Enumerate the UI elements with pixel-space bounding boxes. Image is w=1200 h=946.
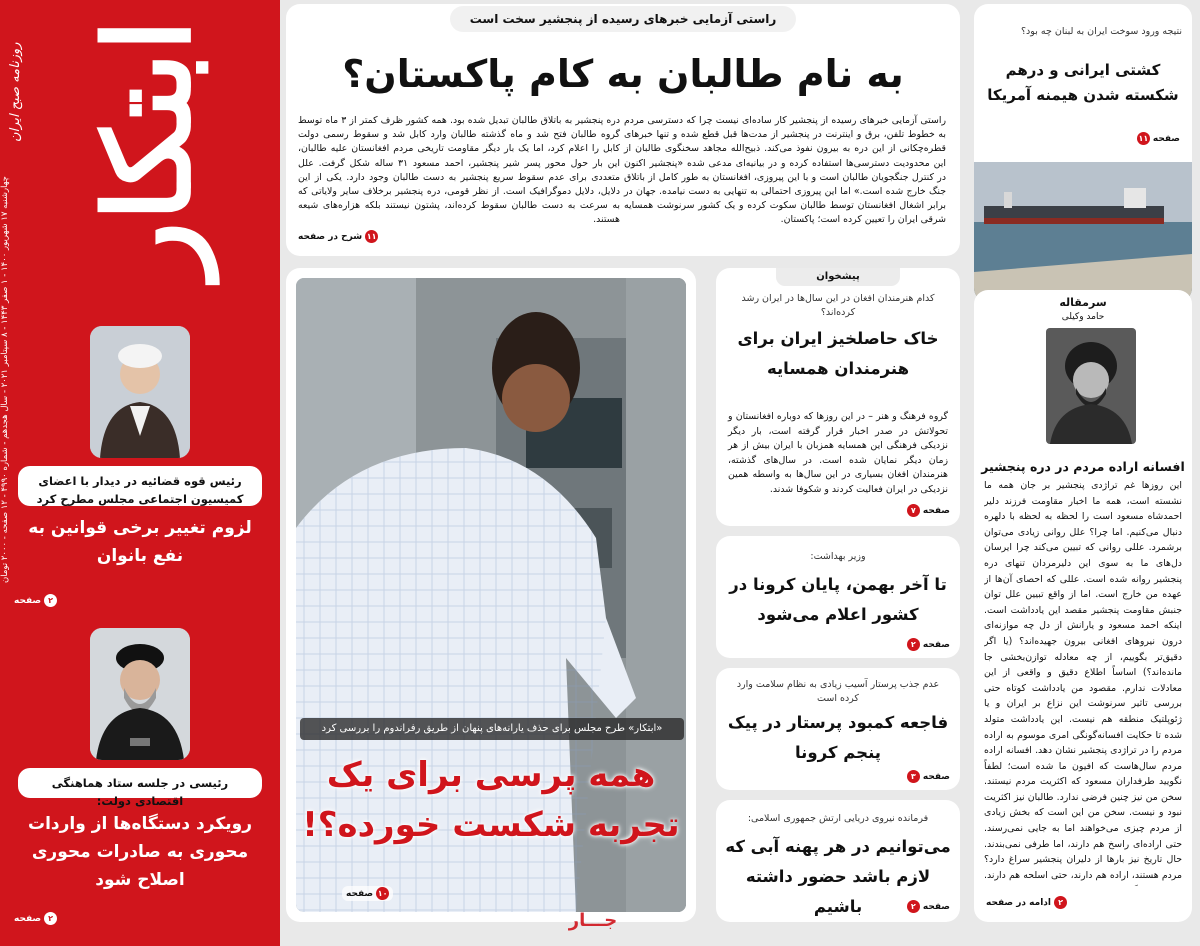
editorial-headline[interactable]: افسانه اراده مردم در دره پنجشیر <box>981 459 1185 474</box>
box-headline[interactable]: فاجعه کمبود پرستار در پیک پنجم کرونا <box>727 713 949 762</box>
portrait-icon <box>90 326 190 458</box>
masthead-column <box>0 0 280 946</box>
lead-kicker: راستی آزمایی خبرهای رسیده از پنجشیر سخت است <box>450 6 796 32</box>
page-number: ۱۰ <box>377 889 388 898</box>
judiciary-caption: رئیس قوه قضائیه در دیدار با اعضای کمیسیون اجتماعی مجلس مطرح کرد <box>18 466 262 506</box>
hero-page-ref[interactable]: ۱۰ صفحه <box>342 886 393 901</box>
box-page-ref[interactable]: صفحه ۲ <box>907 638 950 651</box>
lead-column-left: دره پنجشیر به باتلاق طالبان تبدیل شده بود. همه کشور ظرف کمتر از ۳ ماه توسط گروه طالبان فتح شد و ماه گذشته طالبان وارد کابل شد و سقوط رسمی دولت کابل را اعلام کرد، اما یک بار دیگر مقاومت تاریخی مردم افغانستان علیه طالبان، این بار حول محور پسر شیر پنجشیر، احمد مسعود ۳۱ ساله شکل گرفت. علل متعددی برای عدم سقوط سریع پنجشیر به دست طالبان وجود دارد. یکی از این دلایل، دلایل دموگرافیک است. از نظر قومی، دره پنجشیر برخلاف سایر ولایاتی که به سرعت به دست طالبان سقوط کرده‌اند، پشتون نیستند بلکه هزاره‌های شیعه هستند. <box>298 115 620 226</box>
news-box-nurses <box>716 668 960 790</box>
judiciary-chief-photo <box>90 326 190 458</box>
lead-story <box>286 4 960 256</box>
cargo-ship-icon <box>974 162 1192 302</box>
hero-headline[interactable]: همه پرسی برای یک تجربه شکست خورده؟! <box>302 755 680 845</box>
judiciary-page-ref[interactable]: ۲ صفحه <box>14 594 57 607</box>
dateline: چهارشنبه ۱۷ شهریور ۱۴۰۰ - ۱ صفر ۱۴۴۳ - ۸ سپتامبر ۲۰۲۱ - سال هجدهم - شماره ۴۹۹۰ - ۱۲ صفحه - ۲۰۰۰ تومان <box>0 176 10 584</box>
portrait-icon <box>1046 328 1136 444</box>
portrait-icon <box>90 628 190 760</box>
news-box-afghan-artists <box>716 268 960 526</box>
site-watermark: جـــار <box>568 910 618 931</box>
editorial-label: سرمقاله <box>1059 296 1107 309</box>
box-page-ref[interactable]: صفحه ۷ <box>907 504 950 517</box>
logo-wordmark: ابتکار <box>78 19 217 279</box>
page-number: ۱۱ <box>1138 134 1149 143</box>
ship-headline[interactable]: کشتی ایرانی و درهم شکسته شدن هیمنه آمریکا <box>987 61 1179 104</box>
ship-kicker: نتیجه ورود سوخت ایران به لبنان چه بود؟ <box>1021 26 1182 37</box>
raisi-headline[interactable]: رویکرد دستگاه‌ها از واردات محوری به صادرات محوری اصلاح شود <box>28 814 252 890</box>
raisi-page-ref[interactable]: ۲ صفحه <box>14 912 57 925</box>
page-number: ۷ <box>907 504 920 517</box>
judiciary-headline[interactable]: لزوم تغییر برخی قوانین به نفع بانوان <box>28 518 252 566</box>
ship-story <box>974 4 1192 162</box>
news-box-corona <box>716 536 960 658</box>
box-body: گروه فرهنگ و هنر – در این روزها که دوباره افغانستان و تحولاتش در صدر اخبار قرار گرفته است، بار دیگر نزدیکی فرهنگی این همسایه همزبان با ایران بیش از هر زمان دیگر نمایان شده است. در سال‌های گذشته، هنرمندان افغان بسیاری در این سال‌ها به واسطه همین نزدیکی در ایران فعالیت کردند و شکوفا شدند. <box>728 411 948 495</box>
lead-headline[interactable]: به نام طالبان به کام پاکستان؟ <box>342 52 904 96</box>
box-label: پیشخوان <box>776 268 900 286</box>
box-headline[interactable]: تا آخر بهمن، پایان کرونا در کشور اعلام می‌شود <box>729 575 947 624</box>
raisi-photo <box>90 628 190 760</box>
logo-subtitle: روزنامه صبح ایران <box>8 42 23 142</box>
box-kicker: فرمانده نیروی دریایی ارتش جمهوری اسلامی: <box>747 813 929 824</box>
editorial-continue-link[interactable]: ۲ ادامه در صفحه <box>986 896 1067 909</box>
box-kicker: کدام هنرمندان افغان در این سال‌ها در ایران رشد کرده‌اند؟ <box>741 293 935 318</box>
editorial-section <box>974 290 1192 922</box>
box-headline[interactable]: خاک حاصلخیز ایران برای هنرمندان همسایه <box>737 329 939 378</box>
box-kicker: عدم جذب پرستار آسیب زیادی به نظام سلامت وارد کرده است <box>736 679 940 704</box>
lead-continue-link[interactable]: ۱۱ شرح در صفحه <box>298 231 377 242</box>
page-number: ۲ <box>44 594 57 607</box>
box-page-ref[interactable]: صفحه ۳ <box>907 770 950 783</box>
raisi-caption: رئیسی در جلسه ستاد هماهنگی اقتصادی دولت: <box>18 768 262 798</box>
page-number: ۲ <box>1054 896 1067 909</box>
hero-kicker: «ابتکار» طرح مجلس برای حذف یارانه‌های پنهان از طریق رفراندوم را بررسی کرد <box>300 718 684 740</box>
ship-photo <box>974 162 1192 302</box>
box-page-ref[interactable]: صفحه ۲ <box>907 900 950 913</box>
newspaper-logo <box>6 14 274 279</box>
page-number: ۲ <box>44 912 57 925</box>
ship-page-ref[interactable]: صفحه ۱۱ <box>1138 133 1180 144</box>
page-number: ۳ <box>907 770 920 783</box>
page-number: ۱۱ <box>366 232 377 241</box>
author-photo <box>1046 328 1136 444</box>
lead-column-right: راستی آزمایی خبرهای رسیده از پنجشیر کار ساده‌ای نیست چرا که دسترسی مردم به خطوط تلفن، برق و اینترنت در پنجشیر از مدت‌ها قبل قطع شده و تنها خبرهای قطره‌چکانی از این دره به بیرون نفوذ می‌کند. ذبیح‌الله مجاهد سخنگوی طالبان از این محدودیت دسترسی‌ها استفاده کرده و در بیانیه‌ای مدعی شده «پنجشیر اکنون در کنترل جنگجویان طالبان است و با این پیروزی، افغانستان به طور کامل از باتلاق جنگ خارج شده است.» اما این پیروزی احتمالی به تنهایی به دست نیامده. جهان در برابر اشغال افغانستان توسط طالبان سکوت کرده و یک کشور سرنوشت همسایه شرقی ایران را تعیین کرده است؛ پاکستان. <box>624 115 946 226</box>
editorial-author: حامد وکیلی <box>1061 312 1105 322</box>
box-headline[interactable]: می‌توانیم در هر پهنه آبی که لازم باشد حضور داشته باشیم <box>725 837 951 916</box>
editorial-body: این روزها غم تراژدی پنجشیر بر جان همه ما نشسته است، همه ما اخبار مقاومت فرزند دلیر احمدشاه مسعود است را لحظه به لحظه با دلهره دنبال می‌کنیم. اما چرا؟ علل روانی زیادی می‌توان برشمرد. عللی روانی که تبیین می‌کند چرا ایرسان دل‌های ما به سوی این دلیرمردان تنهای دره پنجشیر روانه شده است. عللی که احصای آن‌ها از عهده من خارج است. اما از واقع تبیین علل توان جنبش مقاومت پنجشیر مقصد این یادداشت است. اینکه احمد مسعود و یارانش از دل چه موازنه‌ای درون نیروهای افغانی بیرون جهیده‌اند؟ (یا اگر دقیق‌تر بگوییم، از چه معادله توازن‌بخشی جا مانده‌اند؟) اساساً اطلاع دقیق و واقعی از این معادلات ندارم. مقصود من یادداشت کوتاه حتی بررسی تاثیر سرنوشت این نزاع بر ایران و یا ژئوپلتیک منطقه هم نیست. این یادداشت متولد شده تا حکایت افسانه‌گونگی امری موسوم به اراده مردم را در تراژدی پنجشیر نشان دهد. افسانه اراده مردم سال‌هاست که افیون ما شده است؛ لطفاً نگویید طرفداران مسعود که اکثریت مردم نیستند. سخن من نیز چنین فرضی ندارد. طالبان نیز اکثریت نبود و نیست. سخن من این است که بخش زیادی از مردم چیزی می‌خواهند اما به جایی نمی‌رسند. حتی اراده‌ای راسخ هم دارند، اما طرفی نمی‌بندند. حال تاریخ نیز بارها از دلیران پنجشیر سراغ دارد؟ مردم هستند، اراده هم دارند، حتی اسلحه هم دارند. <box>984 480 1182 881</box>
news-box-navy <box>716 800 960 922</box>
page-number: ۲ <box>907 900 920 913</box>
page-number: ۲ <box>907 638 920 651</box>
box-kicker: وزیر بهداشت: <box>810 551 866 562</box>
